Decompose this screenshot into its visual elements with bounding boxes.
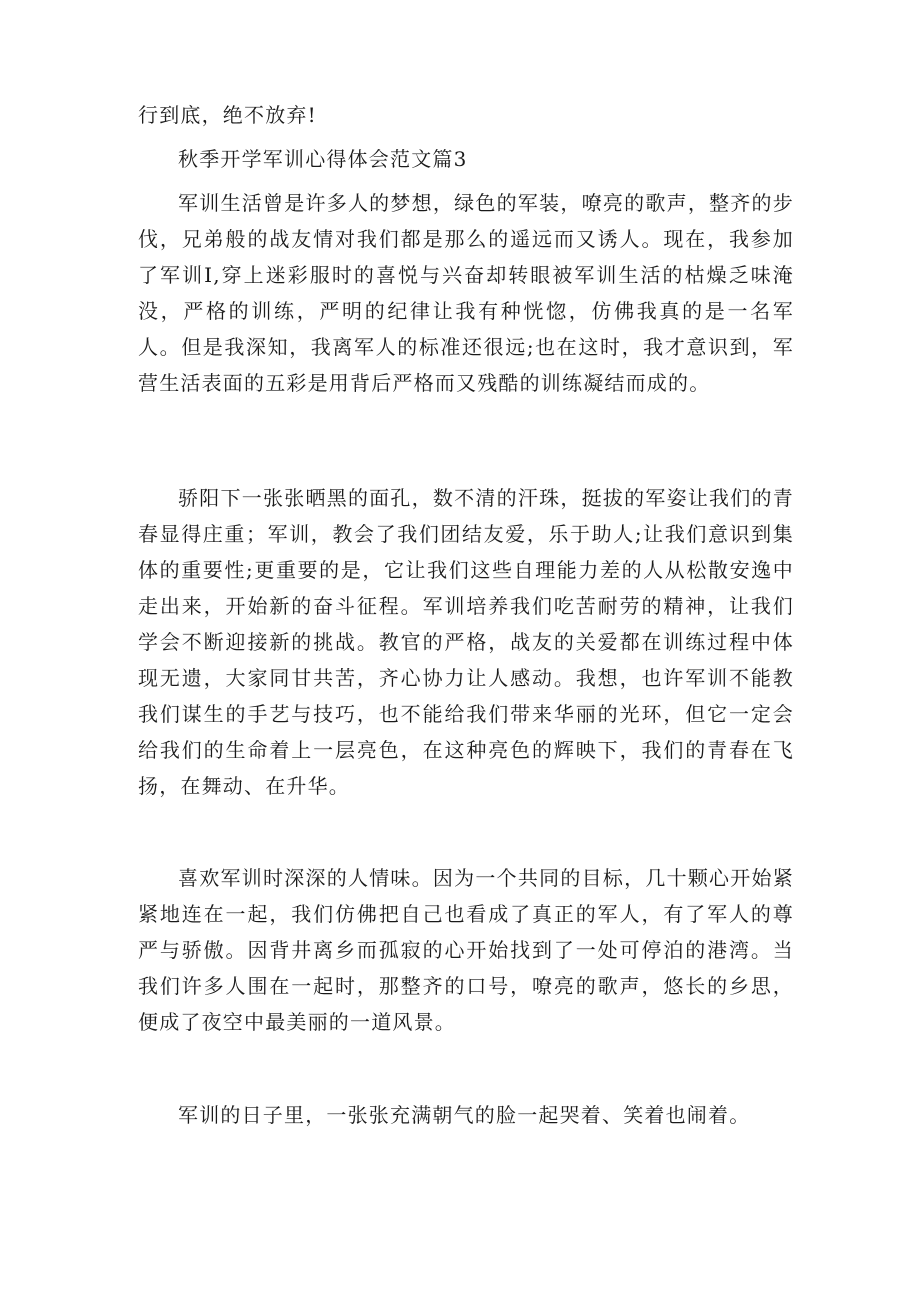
paragraph-1: 军训生活曾是许多人的梦想，绿色的军装，嘹亮的歌声，整齐的步伐，兄弟般的战友情对我们都是那么的遥远而又诱人。现在，我参加了军训I,穿上迷彩服时的喜悦与兴奋却转眼被军训生活的枯燥乏味淹没，严格的训练，严明的纪律让我有种恍惚，仿佛我真的是一名军人。但是我深知，我离军人的标准还很远;也在这时，我才意识到，军营生活表面的五彩是用背后严格而又残酷的训练凝结而成的。: [138, 191, 794, 395]
paragraph-2: 骄阳下一张张晒黑的面孔，数不清的汗珠，挺拔的军姿让我们的青春显得庄重；军训，教会了我们团结友爱，乐于助人;让我们意识到集体的重要性;更重要的是，它让我们这些自理能力差的人从松散安逸中走出来，开始新的奋斗征程。军训培养我们吃苦耐劳的精神，让我们学会不断迎接新的挑战。教官的严格，战友的关爱都在训练过程中体现无遗，大家同甘共苦，齐心协力让人感动。我想，也许军训不能教我们谋生的手艺与技巧，也不能给我们带来华丽的光环，但它一定会给我们的生命着上一层亮色，在这种亮色的辉映下，我们的青春在飞扬，在舞动、在升华。: [138, 486, 794, 798]
paragraph-3: 喜欢军训时深深的人情味。因为一个共同的目标，几十颗心开始紧紧地连在一起，我们仿佛把自己也看成了真正的军人，有了军人的尊严与骄傲。因背井离乡而孤寂的心开始找到了一处可停泊的港湾。当我们许多人围在一起时，那整齐的口号，嘹亮的歌声，悠长的乡思，便成了夜空中最美丽的一道风景。: [138, 866, 794, 1034]
section-heading: 秋季开学军训心得体会范文篇3: [178, 147, 468, 171]
continuation-text: 行到底，绝不放弃!: [138, 103, 317, 127]
paragraph-4: 军训的日子里，一张张充满朝气的脸一起哭着、笑着也闹着。: [178, 1103, 751, 1127]
